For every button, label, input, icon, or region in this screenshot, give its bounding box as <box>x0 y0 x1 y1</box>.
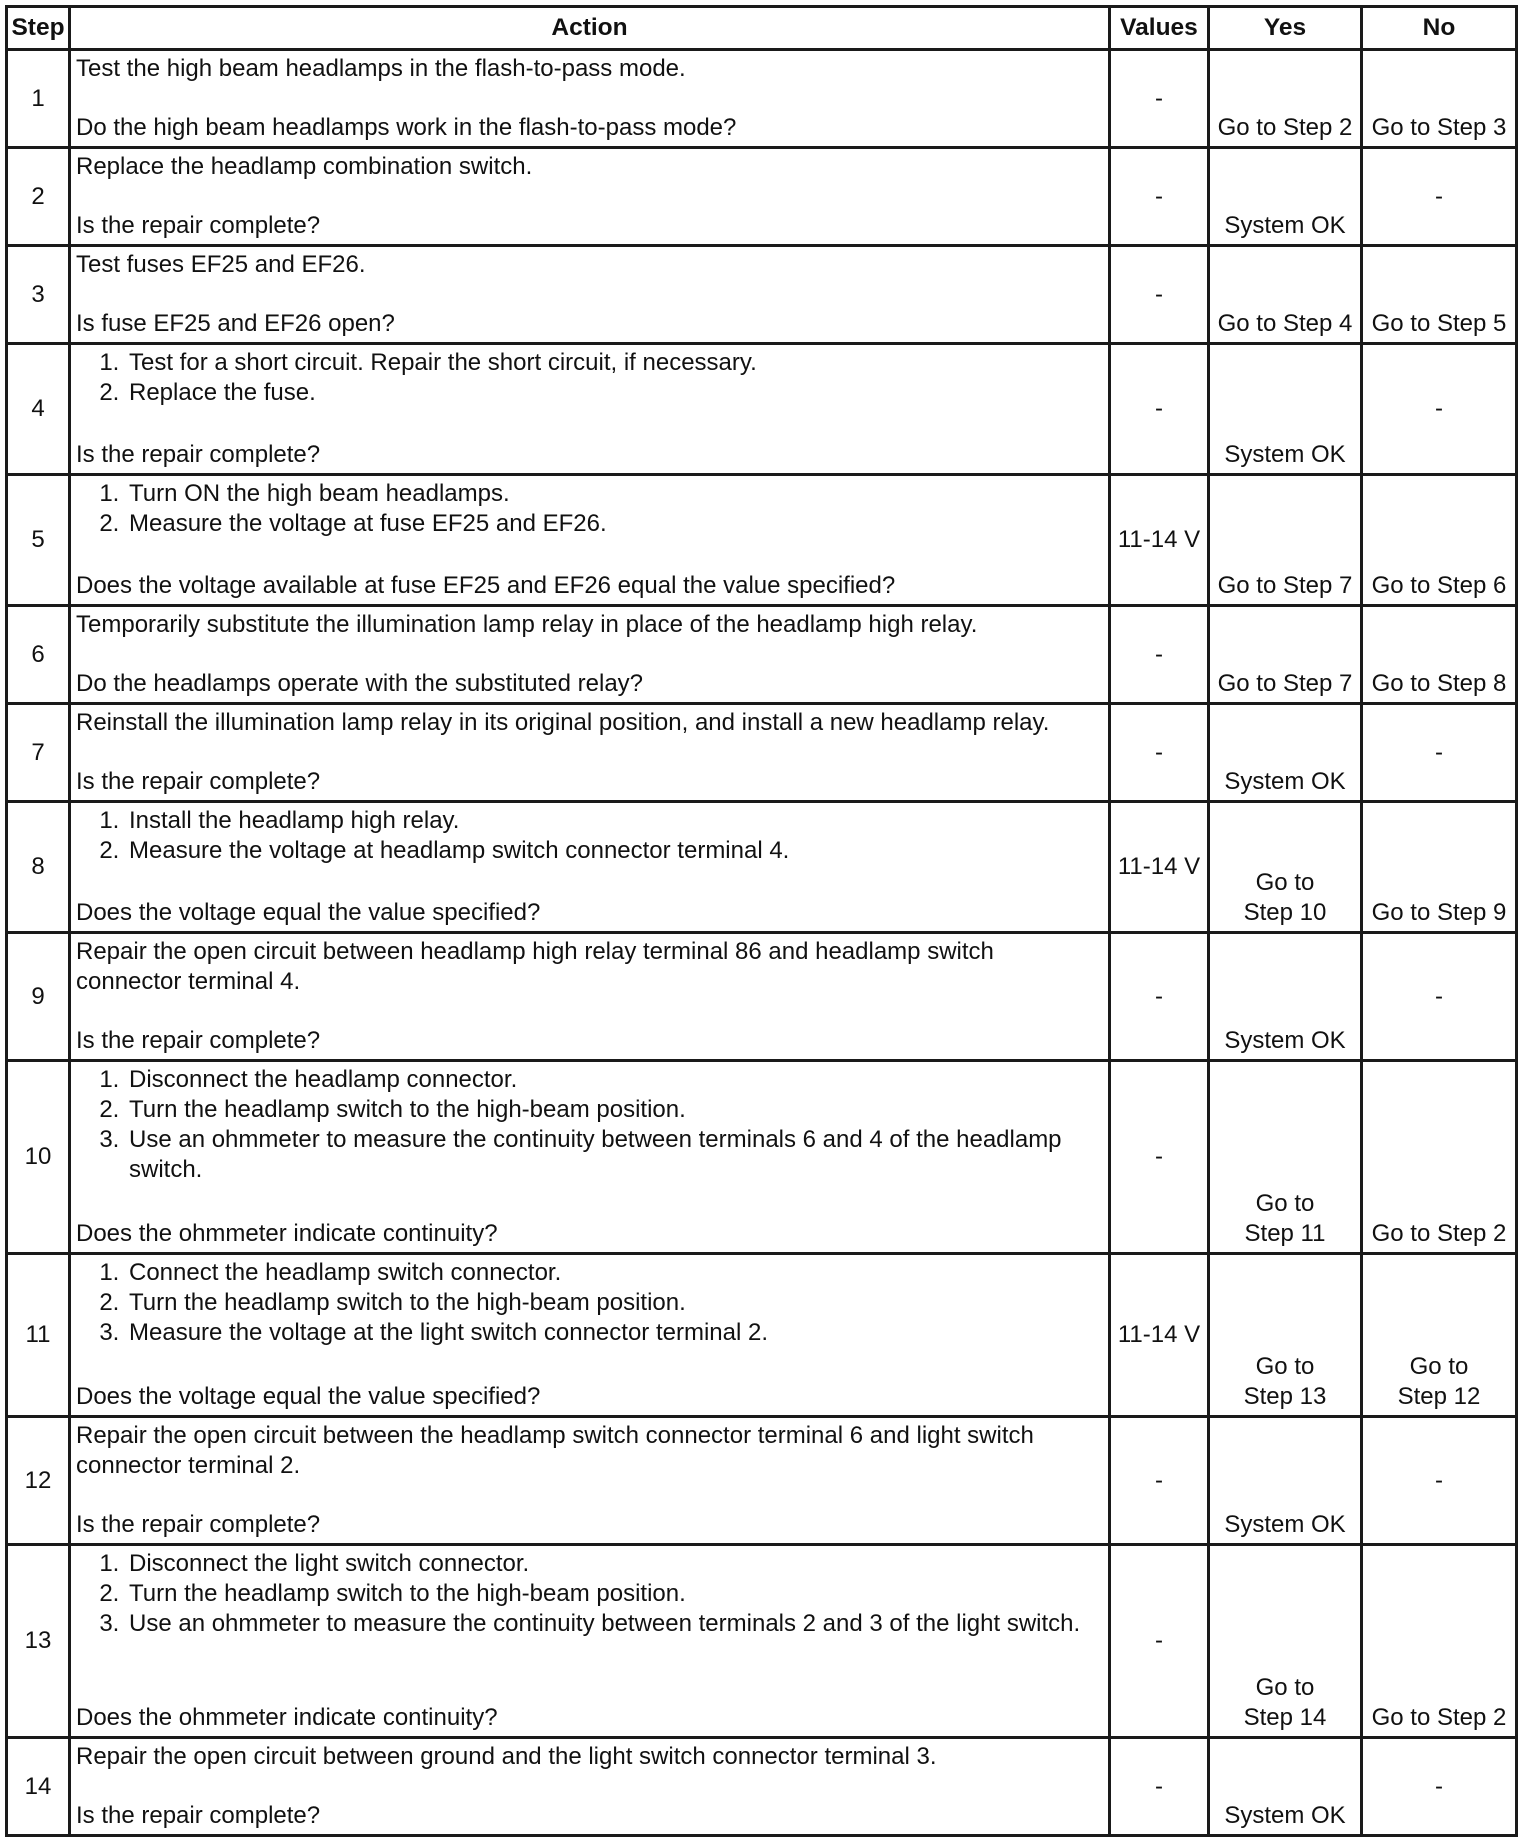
action-step-item: 1. Install the headlamp high relay. <box>126 806 1104 836</box>
yes-cell: Go to Step 7 <box>1209 606 1362 704</box>
table-row <box>7 1417 1517 1545</box>
yes-cell: System OK <box>1209 1738 1362 1836</box>
action-question: Does the ohmmeter indicate continuity? <box>76 1220 498 1247</box>
action-cell <box>70 475 1110 606</box>
action-cell <box>70 933 1110 1061</box>
no-cell: - <box>1362 704 1517 802</box>
no-cell: Go to Step 6 <box>1362 475 1517 606</box>
table-row <box>7 606 1517 704</box>
step-number: 3 <box>7 246 70 344</box>
step-number: 13 <box>7 1545 70 1738</box>
action-steps-list <box>76 806 1104 866</box>
action-instruction: Repair the open circuit between the headlamp switch connector terminal 6 and light switch connector terminal 2. <box>76 1422 1034 1479</box>
value-cell: - <box>1110 606 1209 704</box>
action-step-item: 3. Use an ohmmeter to measure the continuity between terminals 6 and 4 of the headlamp switch. <box>126 1125 1104 1185</box>
action-cell <box>70 802 1110 933</box>
yes-cell: Go to Step 4 <box>1209 246 1362 344</box>
action-question: Do the headlamps operate with the substituted relay? <box>76 670 644 697</box>
value-cell: - <box>1110 1545 1209 1738</box>
action-steps-list <box>76 1549 1104 1639</box>
step-number: 4 <box>7 344 70 475</box>
table-row <box>7 344 1517 475</box>
table-body <box>7 50 1517 1836</box>
action-cell <box>70 704 1110 802</box>
action-step-item: 2. Replace the fuse. <box>126 378 1104 408</box>
action-cell <box>70 1061 1110 1254</box>
action-question: Does the voltage equal the value specified? <box>76 899 541 926</box>
action-step-item: 3. Use an ohmmeter to measure the continuity between terminals 2 and 3 of the light switch. <box>126 1609 1104 1639</box>
no-cell: - <box>1362 344 1517 475</box>
yes-cell: System OK <box>1209 344 1362 475</box>
action-cell <box>70 50 1110 148</box>
table-row <box>7 475 1517 606</box>
step-number: 5 <box>7 475 70 606</box>
no-cell: Go to Step 2 <box>1362 1061 1517 1254</box>
action-cell <box>70 1254 1110 1417</box>
step-number: 10 <box>7 1061 70 1254</box>
value-cell: 11-14 V <box>1110 802 1209 933</box>
no-cell: - <box>1362 148 1517 246</box>
yes-cell: System OK <box>1209 1417 1362 1545</box>
table-row <box>7 802 1517 933</box>
action-instruction: Temporarily substitute the illumination lamp relay in place of the headlamp high relay. <box>76 611 978 638</box>
action-step-item: 3. Measure the voltage at the light switch connector terminal 2. <box>126 1318 1104 1348</box>
action-instruction: Replace the headlamp combination switch. <box>76 153 533 180</box>
no-cell: - <box>1362 1417 1517 1545</box>
action-steps-list <box>76 1258 1104 1348</box>
action-instruction: Repair the open circuit between ground and the light switch connector terminal 3. <box>76 1743 937 1770</box>
no-cell: Go to Step 3 <box>1362 50 1517 148</box>
no-cell: Go to Step 8 <box>1362 606 1517 704</box>
header-action: Action <box>70 7 1110 50</box>
value-cell: 11-14 V <box>1110 475 1209 606</box>
no-cell: - <box>1362 1738 1517 1836</box>
table-row <box>7 1545 1517 1738</box>
action-question: Do the high beam headlamps work in the flash-to-pass mode? <box>76 114 737 141</box>
header-step: Step <box>7 7 70 50</box>
yes-cell: Go to Step 7 <box>1209 475 1362 606</box>
no-cell: Go to Step 5 <box>1362 246 1517 344</box>
table-row <box>7 50 1517 148</box>
action-step-item: 2. Measure the voltage at fuse EF25 and EF26. <box>126 509 1104 539</box>
action-steps-list <box>76 1065 1104 1185</box>
action-cell <box>70 606 1110 704</box>
action-step-item: 1. Connect the headlamp switch connector. <box>126 1258 1104 1288</box>
table-row <box>7 933 1517 1061</box>
step-number: 11 <box>7 1254 70 1417</box>
action-step-item: 1. Disconnect the light switch connector. <box>126 1549 1104 1579</box>
action-cell <box>70 246 1110 344</box>
action-step-item: 2. Turn the headlamp switch to the high-beam position. <box>126 1095 1104 1125</box>
value-cell: - <box>1110 704 1209 802</box>
yes-cell: Go to Step 14 <box>1209 1545 1362 1738</box>
yes-cell: System OK <box>1209 933 1362 1061</box>
action-question: Does the voltage equal the value specified? <box>76 1383 541 1410</box>
action-step-item: 2. Measure the voltage at headlamp switch connector terminal 4. <box>126 836 1104 866</box>
table-row <box>7 1061 1517 1254</box>
yes-cell: Go to Step 13 <box>1209 1254 1362 1417</box>
action-instruction: Test fuses EF25 and EF26. <box>76 251 366 278</box>
no-cell: - <box>1362 933 1517 1061</box>
no-cell: Go to Step 2 <box>1362 1545 1517 1738</box>
header-yes: Yes <box>1209 7 1362 50</box>
action-question: Is the repair complete? <box>76 1511 321 1538</box>
yes-cell: Go to Step 10 <box>1209 802 1362 933</box>
step-number: 9 <box>7 933 70 1061</box>
no-cell: Go to Step 9 <box>1362 802 1517 933</box>
action-cell <box>70 1545 1110 1738</box>
diagnostic-table <box>5 5 1518 1837</box>
yes-cell: Go to Step 11 <box>1209 1061 1362 1254</box>
step-number: 14 <box>7 1738 70 1836</box>
action-question: Is the repair complete? <box>76 441 321 468</box>
value-cell: - <box>1110 1417 1209 1545</box>
value-cell: - <box>1110 50 1209 148</box>
action-cell <box>70 344 1110 475</box>
action-step-item: 1. Turn ON the high beam headlamps. <box>126 479 1104 509</box>
value-cell: - <box>1110 148 1209 246</box>
action-question: Does the ohmmeter indicate continuity? <box>76 1704 498 1731</box>
action-question: Does the voltage available at fuse EF25 and EF26 equal the value specified? <box>76 572 896 599</box>
yes-cell: System OK <box>1209 148 1362 246</box>
action-step-item: 1. Test for a short circuit. Repair the short circuit, if necessary. <box>126 348 1104 378</box>
action-question: Is fuse EF25 and EF26 open? <box>76 310 395 337</box>
action-question: Is the repair complete? <box>76 768 321 795</box>
value-cell: - <box>1110 1738 1209 1836</box>
action-step-item: 1. Disconnect the headlamp connector. <box>126 1065 1104 1095</box>
action-steps-list <box>76 348 1104 408</box>
action-cell <box>70 1738 1110 1836</box>
diagnostic-table-container <box>5 5 1518 1837</box>
table-row <box>7 246 1517 344</box>
no-cell: Go to Step 12 <box>1362 1254 1517 1417</box>
yes-cell: System OK <box>1209 704 1362 802</box>
action-question: Is the repair complete? <box>76 212 321 239</box>
yes-cell: Go to Step 2 <box>1209 50 1362 148</box>
action-step-item: 2. Turn the headlamp switch to the high-beam position. <box>126 1579 1104 1609</box>
step-number: 8 <box>7 802 70 933</box>
header-no: No <box>1362 7 1517 50</box>
table-row <box>7 148 1517 246</box>
action-step-item: 2. Turn the headlamp switch to the high-beam position. <box>126 1288 1104 1318</box>
step-number: 2 <box>7 148 70 246</box>
action-cell <box>70 148 1110 246</box>
action-instruction: Repair the open circuit between headlamp high relay terminal 86 and headlamp switch connector terminal 4. <box>76 938 994 995</box>
action-steps-list <box>76 479 1104 539</box>
value-cell: 11-14 V <box>1110 1254 1209 1417</box>
value-cell: - <box>1110 344 1209 475</box>
action-question: Is the repair complete? <box>76 1027 321 1054</box>
action-question: Is the repair complete? <box>76 1802 321 1829</box>
action-instruction: Test the high beam headlamps in the flash-to-pass mode. <box>76 55 686 82</box>
action-instruction: Reinstall the illumination lamp relay in its original position, and install a new headlamp relay. <box>76 709 1050 736</box>
table-row <box>7 1254 1517 1417</box>
action-cell <box>70 1417 1110 1545</box>
value-cell: - <box>1110 1061 1209 1254</box>
step-number: 12 <box>7 1417 70 1545</box>
header-row <box>7 7 1517 50</box>
header-values: Values <box>1110 7 1209 50</box>
step-number: 1 <box>7 50 70 148</box>
value-cell: - <box>1110 246 1209 344</box>
step-number: 6 <box>7 606 70 704</box>
table-row <box>7 1738 1517 1836</box>
value-cell: - <box>1110 933 1209 1061</box>
step-number: 7 <box>7 704 70 802</box>
table-row <box>7 704 1517 802</box>
